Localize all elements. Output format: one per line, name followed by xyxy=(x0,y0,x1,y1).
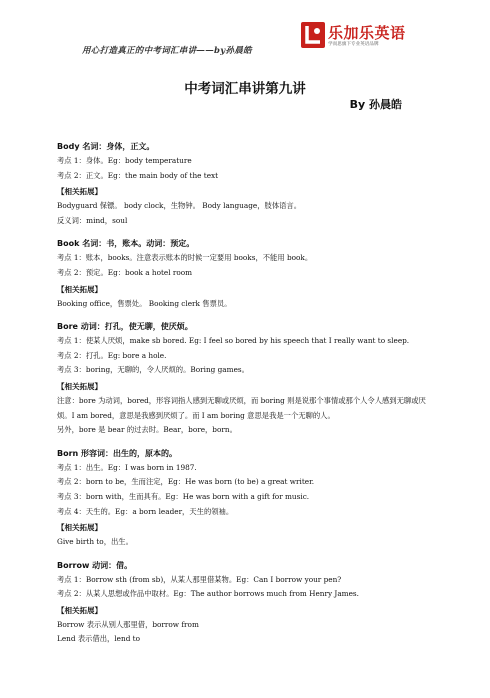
point-line: 考点 1：出生。Eg：I was born in 1987. xyxy=(57,462,197,472)
headword: Body 名词：身体，正文。 xyxy=(57,142,155,151)
related-line: 注意：bore 为动词，bored，形容词指人感到无聊或厌烦，而 boring 则是说那个事情或那个人令人感到无聊或厌烦。I am bored，意思是我感到厌烦了。而 I am boring 意思是我是一个无聊的人。 xyxy=(57,395,426,420)
point-line: 考点 4：天生的。Eg：a born leader，天生的领袖。 xyxy=(57,506,234,516)
headword: Book 名词：书，账本。动词：预定。 xyxy=(57,239,195,249)
related-heading: 【相关拓展】 xyxy=(57,523,102,533)
vocab-entry-body xyxy=(57,140,437,228)
point-line: 考点 3：boring，无聊的，令人厌烦的。Boring games。 xyxy=(57,365,249,375)
page-header xyxy=(0,0,490,62)
point-line: 考点 2：正文。Eg：the main body of the text xyxy=(57,170,219,180)
related-line: 反义词：mind，soul xyxy=(57,215,128,225)
point-line: 考点 3：born with，生而具有。Eg：He was born with a gift for music. xyxy=(57,491,310,501)
brand-logo xyxy=(301,22,411,50)
point-line: 考点 2：born to be，生而注定，Eg：He was born (to be) a great writer. xyxy=(57,477,315,487)
point-line: 考点 2：从某人思想或作品中取材。Eg：The author borrows much from Henry James. xyxy=(57,589,359,599)
point-line: 考点 1：账本，books。注意表示账本的时候一定要用 books，不能用 book。 xyxy=(57,253,313,263)
point-line: 考点 2：打孔。Eg: bore a hole. xyxy=(57,350,167,360)
point-line: 考点 2：预定。Eg：book a hotel room xyxy=(57,267,193,277)
point-line: 考点 1：Borrow sth (from sb)，从某人那里借某物。Eg：Can I borrow your pen? xyxy=(57,574,342,584)
author-line: By 孙晨皓 xyxy=(349,98,402,111)
point-line: 考点 1：身体。Eg：body temperature xyxy=(57,156,192,165)
vocab-entry-borrow xyxy=(57,559,437,647)
related-line: 另外，bore 是 bear 的过去时。Bear，bore，born。 xyxy=(57,425,237,435)
vocab-entry-born xyxy=(57,447,437,550)
related-line: Borrow 表示从别人那里借，borrow from xyxy=(57,619,199,629)
related-line: Give birth to，出生。 xyxy=(57,537,133,547)
vocab-entry-bore xyxy=(57,320,437,438)
point-line: 考点 1：使某人厌烦，make sb bored. Eg: I feel so bored by his speech that I really want to sleep. xyxy=(57,336,410,346)
logo-mark-icon xyxy=(301,22,325,48)
related-heading: 【相关拓展】 xyxy=(57,284,102,294)
vocab-content xyxy=(57,140,437,656)
related-line: Booking office，售票处。 Booking clerk 售票员。 xyxy=(57,298,232,308)
headword: Borrow 动词：借。 xyxy=(57,560,133,570)
vocab-entry-book xyxy=(57,237,437,311)
page-title: 中考词汇串讲第九讲 xyxy=(184,81,306,97)
logo-slogan: 学而思旗下专业英语品牌 xyxy=(328,42,379,47)
related-heading: 【相关拓展】 xyxy=(57,605,102,615)
header-tagline: 用心打造真正的中考词汇串讲——by孙晨皓 xyxy=(82,46,252,56)
headword: Bore 动词：打孔，使无聊，使厌烦。 xyxy=(57,322,193,332)
related-heading: 【相关拓展】 xyxy=(57,381,102,391)
related-line: Lend 表示借出，lend to xyxy=(57,634,141,644)
related-heading: 【相关拓展】 xyxy=(57,187,102,197)
headword: Born 形容词：出生的，原本的。 xyxy=(57,448,178,458)
related-line: Bodyguard 保镖。 body clock，生物钟。 Body language，肢体语言。 xyxy=(57,201,302,211)
logo-name: 乐加乐英语 xyxy=(328,24,406,42)
